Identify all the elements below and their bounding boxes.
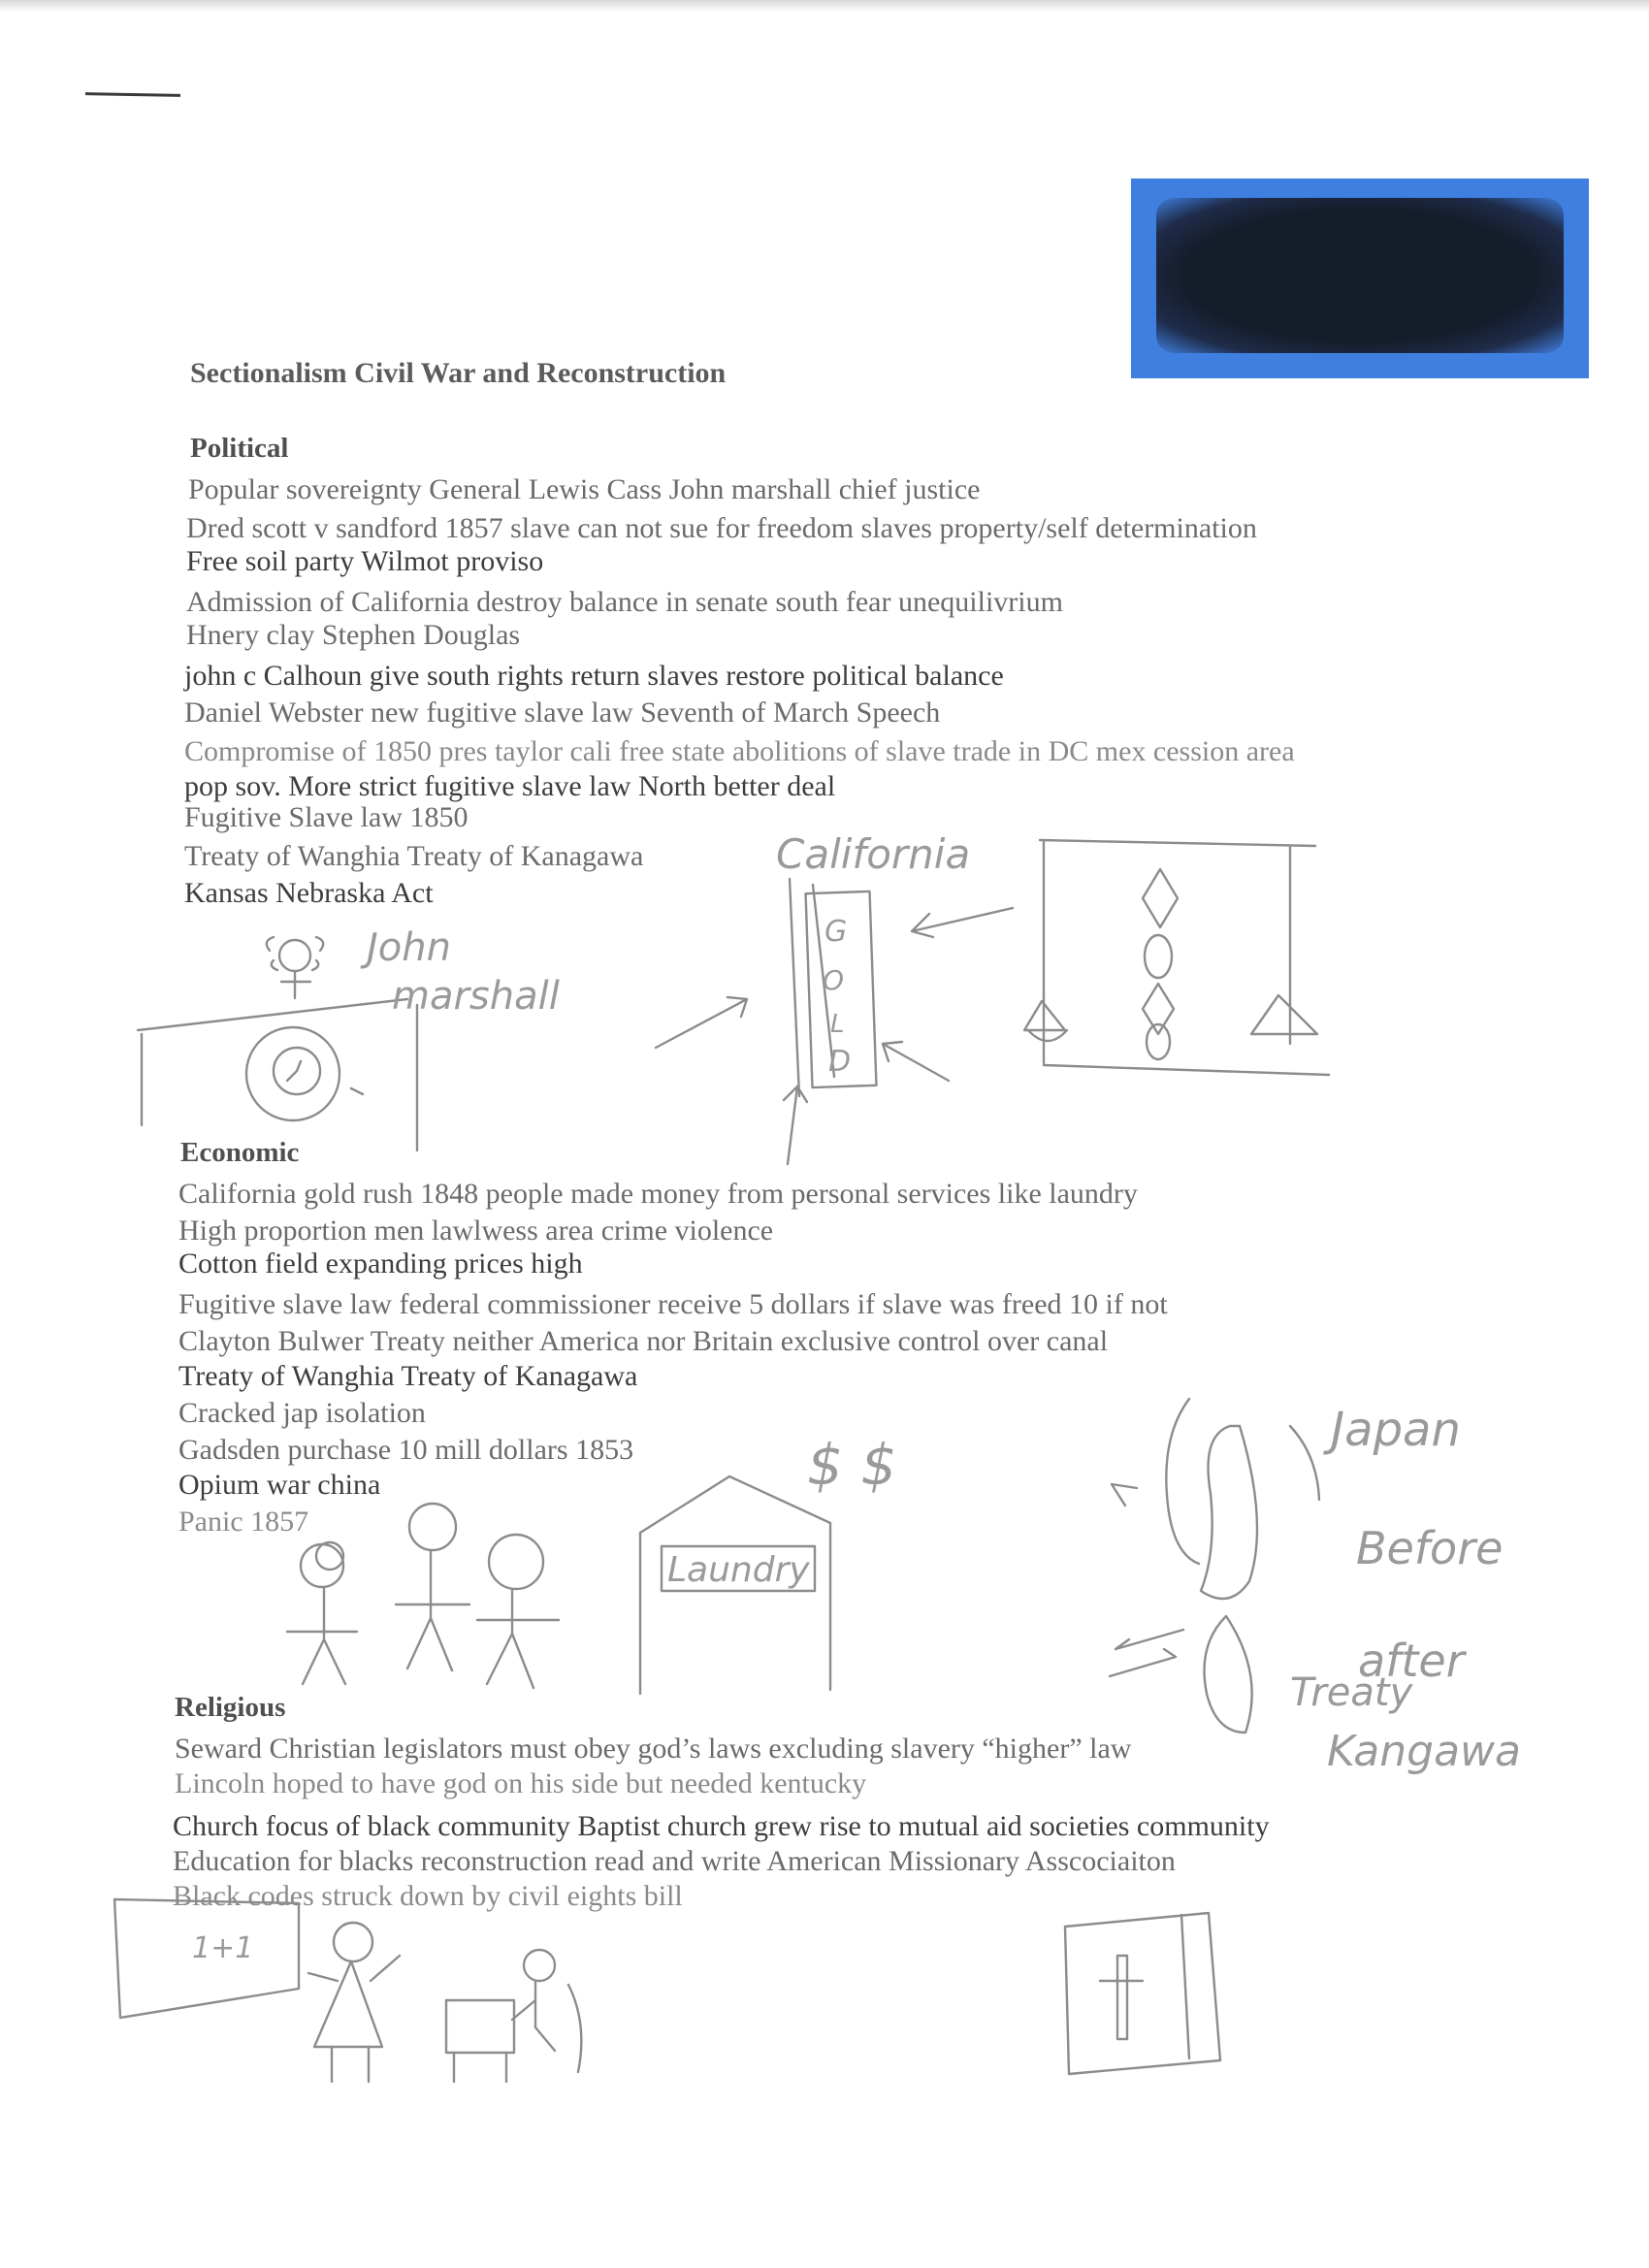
handwriting-l: L [830, 1010, 845, 1039]
handwriting-laundry: Laundry [667, 1550, 810, 1590]
laundry-house-sketch [640, 1432, 896, 1694]
political-line: Daniel Webster new fugitive slave law Seventh of March Speech [184, 697, 941, 729]
economic-line: Opium war china [178, 1469, 381, 1501]
economic-line: Treaty of Wanghia Treaty of Kanagawa [178, 1360, 638, 1392]
handwriting-o: O [823, 964, 845, 996]
handwriting-dollars: $ $ [807, 1432, 897, 1498]
japan-sketch [1110, 1399, 1521, 1776]
economic-line: High proportion men lawlwess area crime violence [178, 1215, 774, 1247]
handwriting-california: California [776, 830, 971, 878]
political-line: Dred scott v sandford 1857 slave can not sue for freedom slaves property/self determination [186, 512, 1257, 544]
economic-line: Cotton field expanding prices high [178, 1247, 583, 1280]
economic-line: Panic 1857 [178, 1506, 309, 1538]
political-line: Compromise of 1850 pres taylor cali free state abolitions of slave trade in DC mex cession area [184, 735, 1295, 767]
handwriting-john: John [367, 925, 451, 970]
economic-line: Gadsden purchase 10 mill dollars 1853 [178, 1434, 634, 1466]
classroom-sketch [114, 1899, 581, 2082]
political-line: john c Calhoun give south rights return slaves restore political balance [184, 660, 1004, 692]
handwriting-kangawa: Kangawa [1327, 1727, 1521, 1776]
balance-scale-sketch [1024, 840, 1329, 1075]
handwriting-japan: Japan [1331, 1403, 1461, 1457]
political-line: Kansas Nebraska Act [184, 877, 434, 909]
political-line: Popular sovereignty General Lewis Cass John marshall chief justice [188, 473, 981, 505]
political-line: pop sov. More strict fugitive slave law North better deal [184, 770, 836, 802]
section-heading-economic: Economic [180, 1137, 300, 1168]
handwriting-marshall: marshall [392, 974, 560, 1019]
political-line: Admission of California destroy balance in senate south fear unequilivrium [186, 586, 1063, 618]
religious-line: Lincoln hoped to have god on his side but needed kentucky [175, 1767, 867, 1799]
religious-line: Education for blacks reconstruction read and write American Missionary Asscociaiton [173, 1845, 1176, 1877]
economic-line: Cracked jap isolation [178, 1397, 426, 1429]
handwriting-after: after [1358, 1635, 1465, 1687]
religious-line: Seward Christian legislators must obey god’s laws excluding slavery “higher” law [175, 1733, 1132, 1765]
economic-line: Fugitive slave law federal commissioner receive 5 dollars if slave was freed 10 if not [178, 1288, 1168, 1320]
economic-line: California gold rush 1848 people made money from personal services like laundry [178, 1178, 1138, 1210]
handwriting-before: Before [1356, 1522, 1504, 1574]
religious-line: Church focus of black community Baptist church grew rise to mutual aid societies community [173, 1810, 1270, 1842]
political-line: Treaty of Wanghia Treaty of Kanagawa [184, 840, 644, 872]
political-line: Free soil party Wilmot proviso [186, 545, 544, 577]
handwriting-d: D [828, 1045, 852, 1079]
handwriting-treaty: Treaty [1290, 1670, 1413, 1715]
john-marshall-sketch [138, 925, 560, 1150]
california-gold-sketch [656, 830, 1013, 1164]
church-sketch [1065, 1913, 1220, 2074]
handwriting-g: G [824, 915, 848, 949]
section-heading-political: Political [190, 433, 289, 464]
handwriting-board: 1+1 [192, 1931, 254, 1965]
political-line: Hnery clay Stephen Douglas [186, 619, 521, 651]
people-stick-figures [287, 1504, 559, 1688]
religious-line: Black codes struck down by civil eights bill [173, 1880, 683, 1912]
section-heading-religious: Religious [175, 1692, 286, 1723]
political-line: Fugitive Slave law 1850 [184, 801, 469, 833]
economic-line: Clayton Bulwer Treaty neither America nor Britain exclusive control over canal [178, 1325, 1109, 1357]
document-title: Sectionalism Civil War and Reconstruction [190, 357, 727, 389]
